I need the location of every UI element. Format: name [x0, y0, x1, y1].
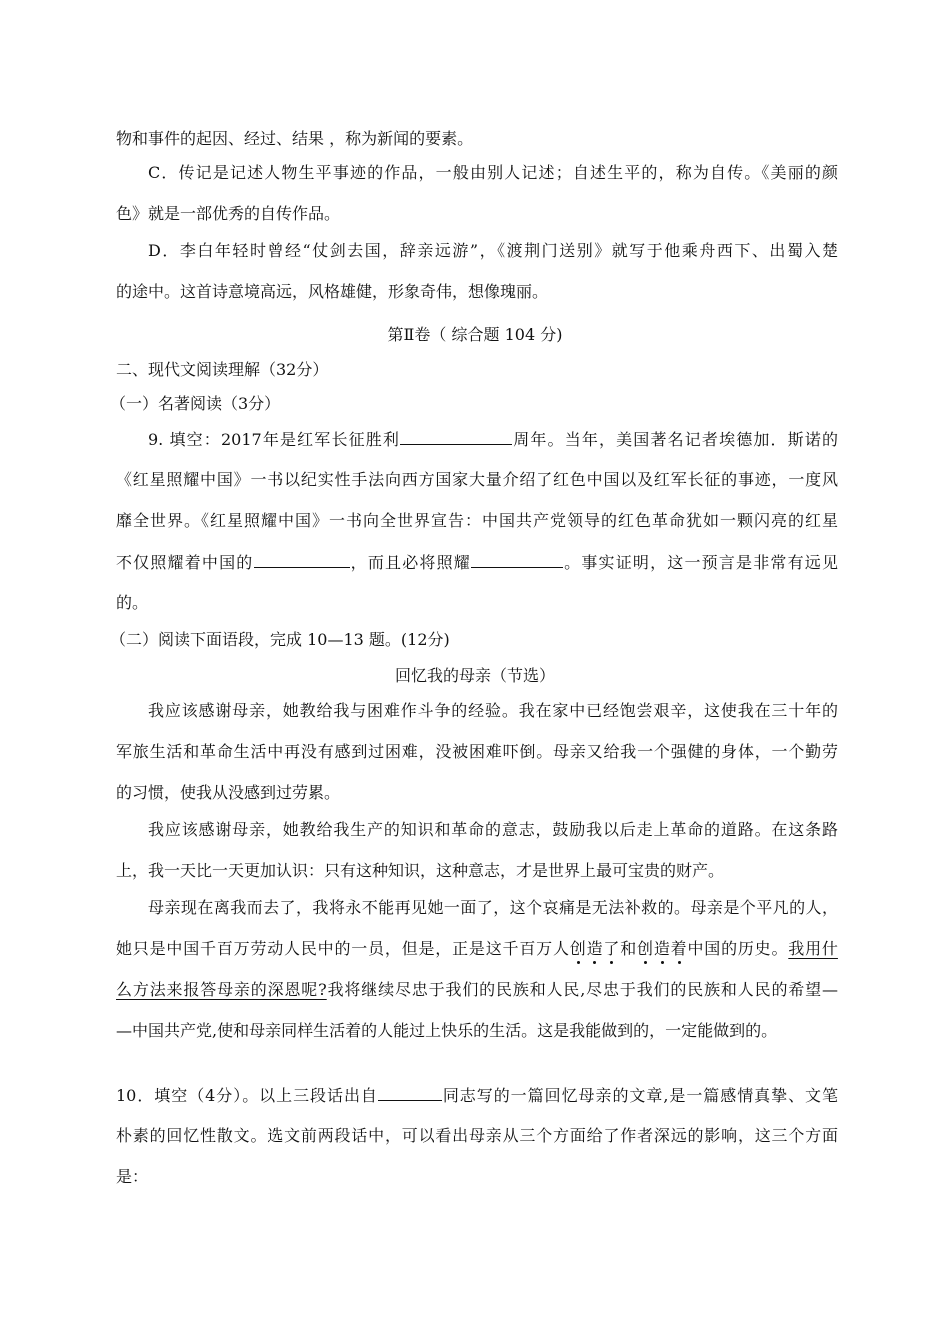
question-text: 周年。当年，美国著名记者埃德加．斯诺的: [512, 430, 838, 449]
text-line: 色》就是一部优秀的自传作品。: [116, 204, 341, 223]
question-text: ，而且必将照耀: [349, 553, 471, 572]
emphasis-char: 创: [637, 939, 654, 958]
text-line: 的途中。这首诗意境高远，风格雄健，形象奇伟，想像瑰丽。: [116, 282, 549, 301]
paragraph-line: 我应该感谢母亲，她教给我生产的知识和革命的意志，鼓励我以后走上革命的道路。在这条路: [148, 820, 838, 839]
text-line: 《红星照耀中国》一书以纪实性手法向西方国家大量介绍了红色中国以及红军长征的事迹，一度风: [116, 470, 838, 489]
question-text: 同志写的一篇回忆母亲的文章,是一篇感情真挚、文笔: [441, 1086, 838, 1105]
subsection-heading: （二）阅读下面语段，完成 10—13 题。(12分): [110, 630, 450, 649]
text-line: 是：: [116, 1167, 149, 1186]
subsection-heading: （一）名著阅读（3分）: [110, 394, 281, 413]
option-c: C．传记是记述人物生平事迹的作品，一般由别人记述；自述生平的，称为自传。《美丽的颜: [148, 163, 838, 182]
question-text: 9. 填空：2017年是红军长征胜利: [148, 430, 401, 449]
emphasis-char: 造: [586, 939, 604, 958]
underlined-sentence: 么方法来报答母亲的深恩呢?: [116, 980, 327, 999]
emphasis-char: 着: [670, 939, 688, 958]
text-run: 她只是中国千百万劳动人民中的一员，但是，正是这千百万人: [116, 939, 570, 958]
text-line: 物和事件的起因、经过、结果 ，称为新闻的要素。: [116, 129, 474, 148]
question-text: 不仅照耀着中国的: [116, 553, 254, 572]
text-run: 我将继续尽忠于我们的民族和人民,尽忠于我们的民族和人民的希望—: [326, 980, 838, 999]
question-9: [148, 428, 838, 451]
emphasis-char: 了: [603, 939, 621, 958]
question-text: 10．填空（4分）。以上三段话出自: [116, 1086, 378, 1105]
passage-title: 回忆我的母亲（节选）: [394, 666, 555, 685]
option-d: D．李白年轻时曾经“仗剑去国，辞亲远游”，《渡荆门送别》就写于他乘舟西下、出蜀入楚: [148, 241, 838, 260]
answer-blank[interactable]: [471, 551, 563, 568]
text-run: 和: [620, 939, 638, 958]
paragraph-line: 的习惯，使我从没感到过劳累。: [116, 783, 341, 802]
paragraph-line: 上，我一天比一天更加认识：只有这种知识，这种意志，才是世界上最可宝贵的财产。: [116, 861, 725, 880]
section-heading: 二、现代文阅读理解（32分）: [116, 360, 329, 379]
emphasis-char: 创: [569, 939, 587, 958]
text-run: 中国的历史。: [687, 939, 789, 958]
emphasis-char: 造: [653, 939, 671, 958]
paragraph-line: —中国共产党,使和母亲同样生活着的人能过上快乐的生活。这是我能做到的，一定能做到的。: [116, 1021, 778, 1040]
section-title: 第Ⅱ卷（ 综合题 104 分): [387, 325, 563, 344]
text-line: 的。: [116, 593, 149, 612]
answer-blank[interactable]: [254, 551, 350, 568]
answer-blank[interactable]: [400, 428, 512, 445]
underlined-sentence: 我用什: [788, 939, 838, 958]
question-text: 。事实证明，这一预言是非常有远见: [563, 553, 838, 572]
paragraph-line: 我应该感谢母亲，她教给我与困难作斗争的经验。我在家中已经饱尝艰辛，这使我在三十年的: [148, 701, 838, 720]
text-line: 靡全世界。《红星照耀中国》一书向全世界宣告：中国共产党领导的红色革命犹如一颗闪亮的红星: [116, 511, 838, 530]
paragraph-line: [116, 938, 838, 960]
question-10: [116, 1084, 838, 1107]
paragraph-line: [116, 979, 838, 1001]
text-line: 朴素的回忆性散文。选文前两段话中，可以看出母亲从三个方面给了作者深远的影响，这三个方面: [116, 1126, 838, 1145]
paragraph-line: 母亲现在离我而去了，我将永不能再见她一面了，这个哀痛是无法补救的。母亲是个平凡的人，: [148, 898, 838, 917]
answer-blank[interactable]: [378, 1084, 442, 1101]
text-line: [116, 551, 838, 574]
paragraph-line: 军旅生活和革命生活中再没有感到过困难，没被困难吓倒。母亲又给我一个强健的身体，一个勤劳: [116, 742, 838, 761]
